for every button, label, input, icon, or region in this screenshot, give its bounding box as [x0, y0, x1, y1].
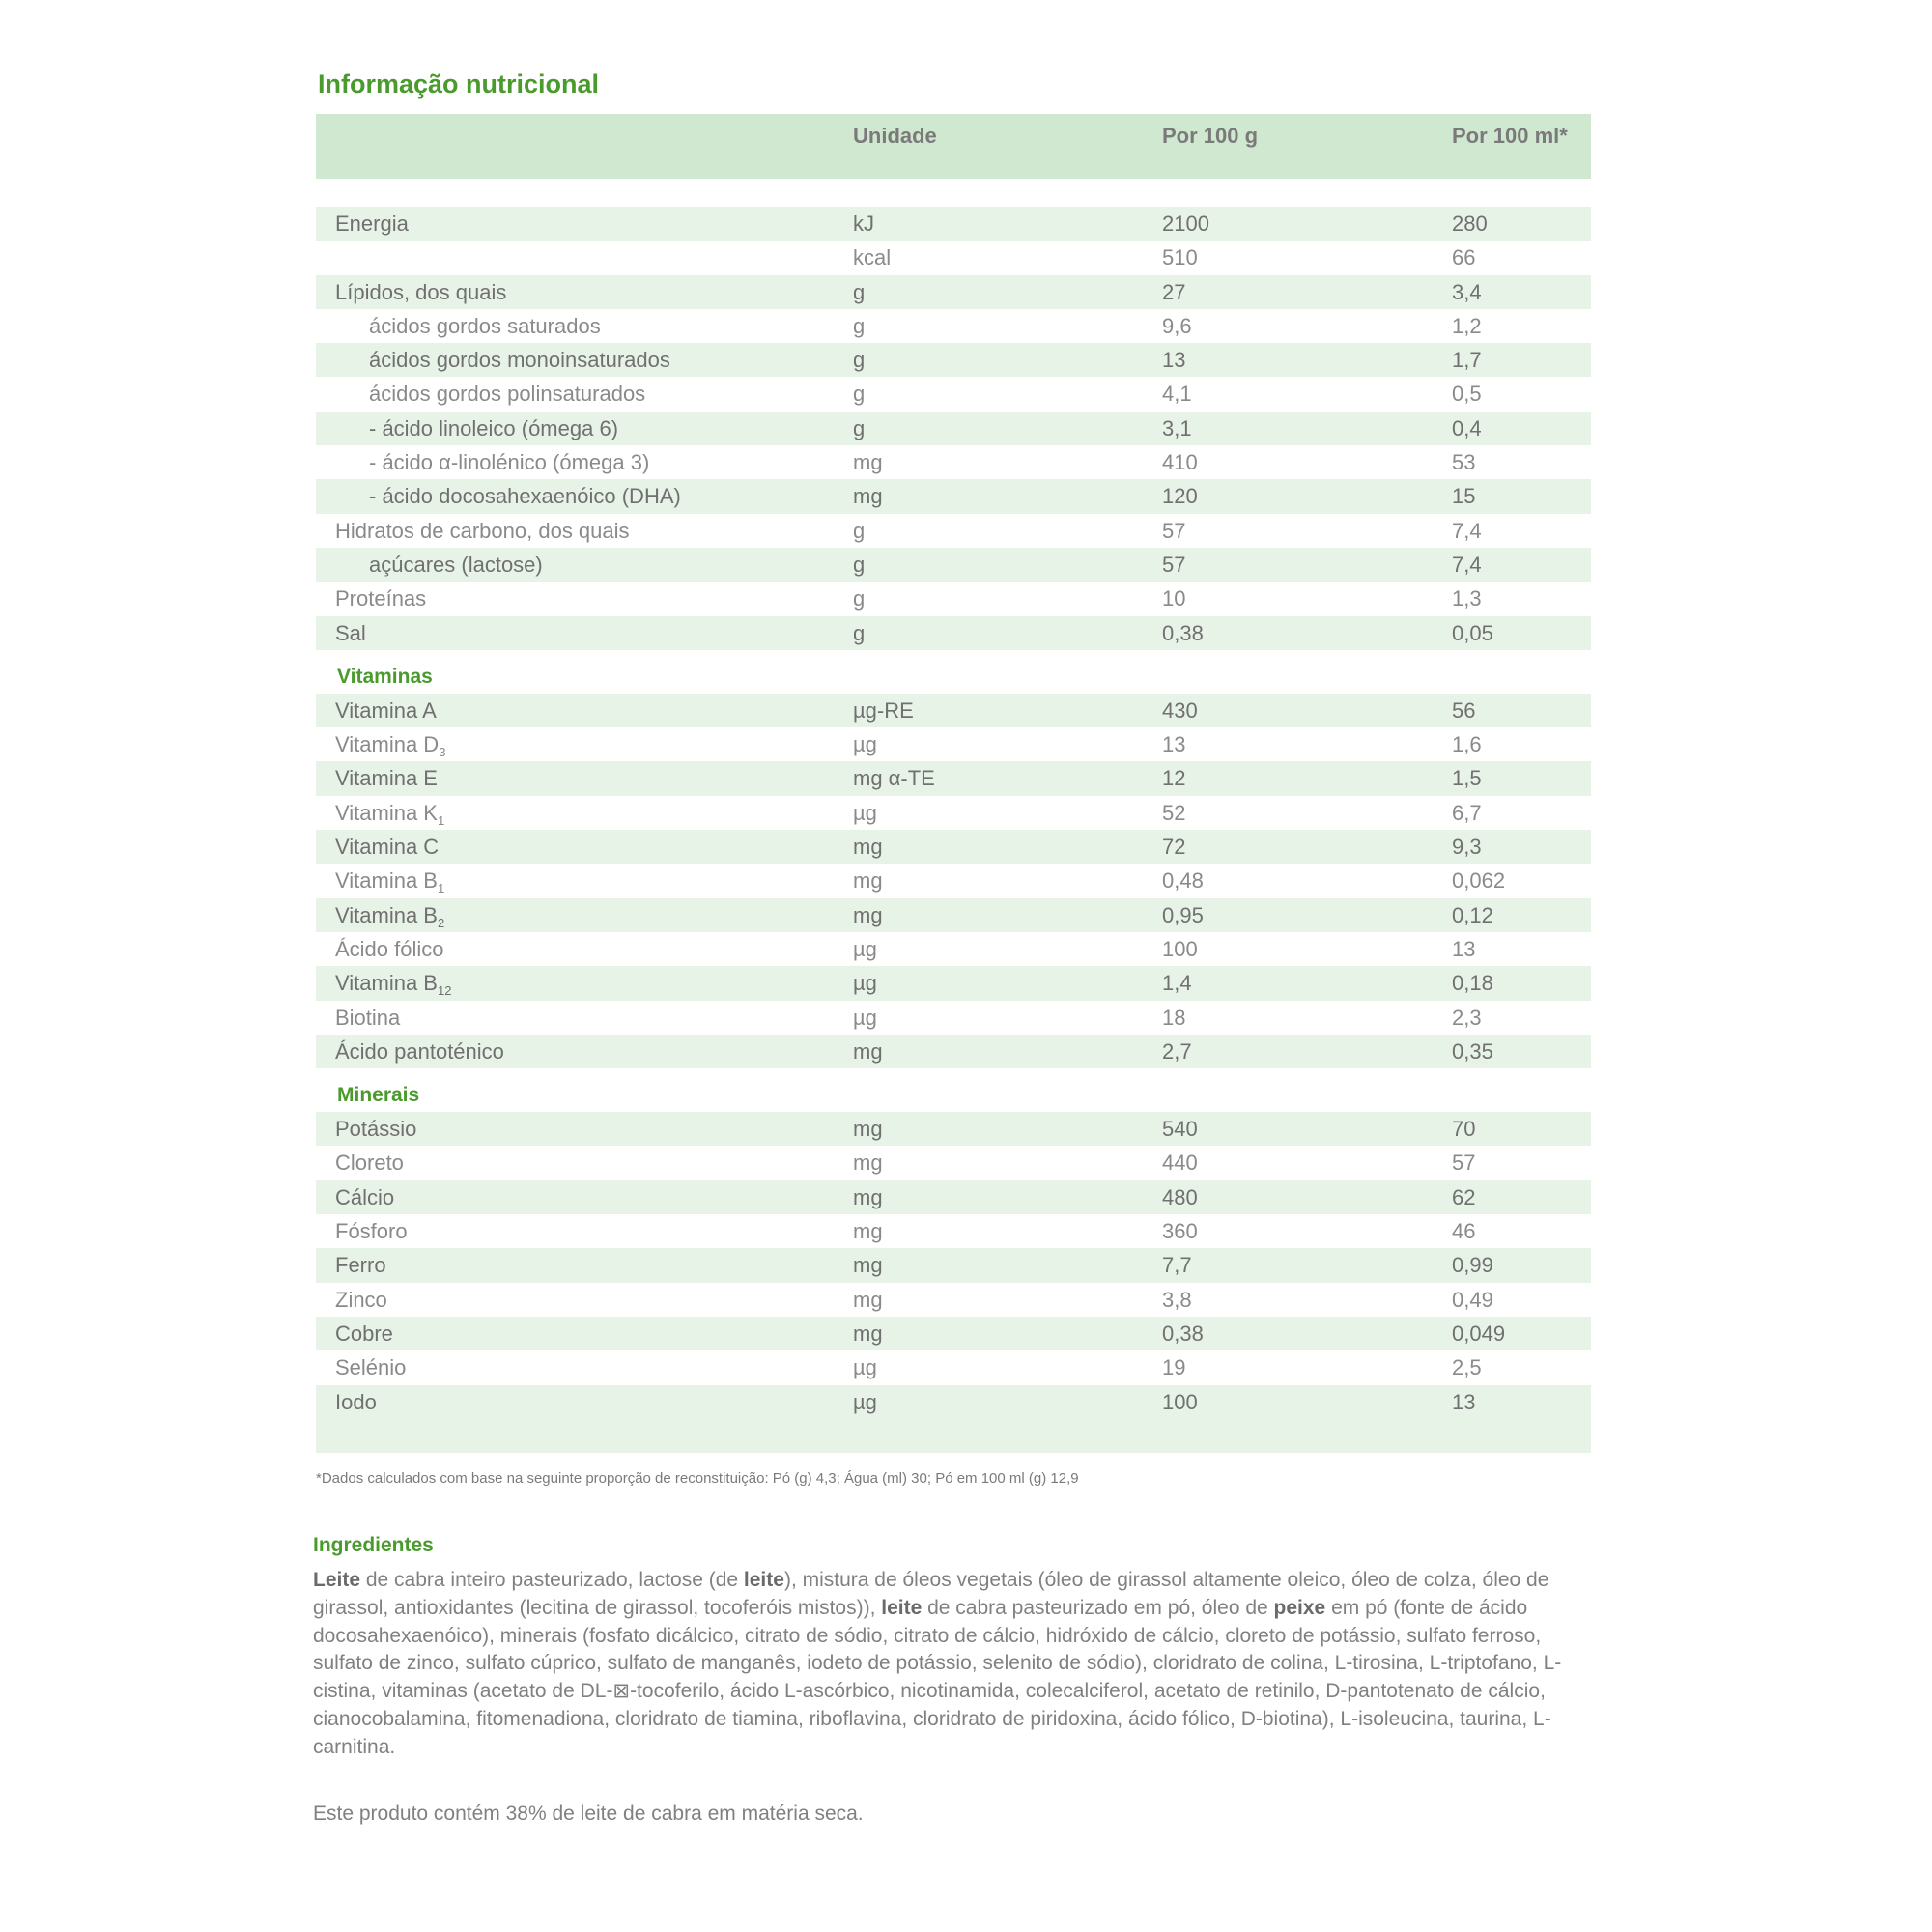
table-row	[316, 412, 1591, 445]
table-row	[316, 1035, 1591, 1068]
table-row	[316, 830, 1591, 864]
unit-cell: mg	[853, 1151, 883, 1176]
per-100ml-cell: 0,05	[1452, 620, 1493, 645]
unit-cell: g	[853, 518, 866, 543]
header-per-100ml: Por 100 ml*	[1452, 124, 1568, 148]
unit-cell: mg	[853, 1038, 883, 1064]
per-100ml-cell: 53	[1452, 450, 1476, 475]
unit-cell: mg	[853, 902, 883, 927]
per-100ml-cell: 15	[1452, 484, 1476, 509]
per-100ml-cell: 2,5	[1452, 1355, 1482, 1380]
unit-cell: mg	[853, 868, 883, 894]
table-row	[316, 514, 1591, 548]
per-100g-cell: 19	[1162, 1355, 1186, 1380]
table-row	[316, 241, 1591, 274]
nutrient-name: ácidos gordos polinsaturados	[369, 382, 646, 407]
vitamin-name: Vitamina A	[335, 697, 437, 723]
per-100ml-cell: 280	[1452, 212, 1488, 236]
per-100g-cell: 57	[1162, 518, 1186, 543]
per-100ml-cell: 0,99	[1452, 1253, 1493, 1278]
allergen-text: leite	[743, 1569, 784, 1591]
table-row	[316, 727, 1591, 761]
ingredient-text: de cabra pasteurizado em pó, óleo de	[922, 1596, 1274, 1619]
per-100g-cell: 0,38	[1162, 1321, 1204, 1346]
goat-milk-note: Este produto contém 38% de leite de cabra em matéria seca.	[313, 1803, 864, 1825]
unit-cell: mg	[853, 1287, 883, 1312]
per-100ml-cell: 1,5	[1452, 766, 1482, 791]
nutrient-name: Cálcio	[335, 1184, 395, 1209]
per-100ml-cell: 1,7	[1452, 348, 1482, 373]
per-100g-cell: 12	[1162, 766, 1186, 791]
per-100ml-cell: 70	[1452, 1117, 1476, 1142]
unit-cell: g	[853, 415, 866, 440]
vitamin-name: Ácido pantoténico	[335, 1038, 504, 1064]
unit-cell: µg	[853, 936, 877, 961]
nutrient-name: ácidos gordos saturados	[369, 313, 601, 338]
table-row	[316, 1385, 1591, 1453]
ingredients-title: Ingredientes	[313, 1534, 434, 1556]
nutrient-name: ácidos gordos monoinsaturados	[369, 348, 670, 373]
allergen-text: peixe	[1273, 1596, 1326, 1619]
unit-cell: µg	[853, 1389, 877, 1414]
per-100g-cell: 27	[1162, 279, 1186, 304]
table-row	[316, 548, 1591, 582]
unit-cell: µg-RE	[853, 697, 914, 723]
header-unit: Unidade	[853, 124, 937, 148]
unit-cell: mg	[853, 450, 883, 475]
per-100ml-cell: 1,6	[1452, 732, 1482, 757]
per-100ml-cell: 66	[1452, 245, 1476, 270]
per-100ml-cell: 46	[1452, 1219, 1476, 1244]
per-100g-cell: 2100	[1162, 212, 1209, 236]
per-100g-cell: 10	[1162, 586, 1186, 611]
ingredient-text: de cabra inteiro pasteurizado, lactose (de	[360, 1569, 744, 1591]
per-100ml-cell: 9,3	[1452, 835, 1482, 860]
nutrient-name: Cobre	[335, 1321, 393, 1346]
per-100g-cell: 430	[1162, 697, 1198, 723]
per-100ml-cell: 0,18	[1452, 971, 1493, 996]
table-row	[316, 898, 1591, 932]
unit-cell: g	[853, 313, 866, 338]
vitamin-name: Vitamina $D_3$	[335, 732, 446, 760]
table-row	[316, 1001, 1591, 1035]
unit-cell: µg	[853, 1005, 877, 1030]
per-100g-cell: 100	[1162, 1389, 1198, 1414]
table-row	[316, 1350, 1591, 1384]
vitamin-name: Vitamina $B_1$	[335, 868, 445, 896]
ingredient-text: ), mistura de óleos vegetais (óleo de girassol altamente oleico, óleo de colza, óleo de girassol, antioxidantes (lecitina de girassol, tocoferóis mistos)),	[313, 1569, 1549, 1619]
per-100ml-cell: 13	[1452, 1389, 1476, 1414]
per-100g-cell: 3,8	[1162, 1287, 1192, 1312]
nutrient-name: Zinco	[335, 1287, 387, 1312]
table-row	[316, 932, 1591, 966]
unit-cell: µg	[853, 800, 877, 825]
vitamin-name: Vitamina C	[335, 835, 440, 860]
per-100g-cell: 410	[1162, 450, 1198, 475]
nutrient-name: açúcares (lactose)	[369, 552, 543, 577]
table-row	[316, 1248, 1591, 1282]
table-row	[316, 377, 1591, 411]
unit-cell: mg	[853, 835, 883, 860]
vitamin-name: Biotina	[335, 1005, 401, 1030]
per-100g-cell: 0,38	[1162, 620, 1204, 645]
per-100g-cell: 0,48	[1162, 868, 1204, 894]
table-row	[316, 1317, 1591, 1350]
table-row	[316, 694, 1591, 727]
per-100g-cell: 7,7	[1162, 1253, 1192, 1278]
unit-cell: g	[853, 279, 866, 304]
table-row	[316, 1112, 1591, 1146]
per-100ml-cell: 0,35	[1452, 1038, 1493, 1064]
section-header	[316, 1068, 1591, 1112]
header-per-100g: Por 100 g	[1162, 124, 1259, 148]
footnote: *Dados calculados com base na seguinte proporção de reconstituição: Pó (g) 4,3; Água (ml) 30; Pó em 100 ml (g) 12,9	[316, 1470, 1079, 1487]
table-row	[316, 761, 1591, 795]
per-100ml-cell: 0,12	[1452, 902, 1493, 927]
per-100ml-cell: 62	[1452, 1184, 1476, 1209]
vitamin-name: Vitamina $B_2$	[335, 902, 445, 930]
table-row	[316, 864, 1591, 897]
per-100g-cell: 9,6	[1162, 313, 1192, 338]
unit-cell: kJ	[853, 212, 874, 236]
nutrient-name: Selénio	[335, 1355, 407, 1380]
vitamin-name: Vitamina $B_{12}$	[335, 971, 452, 999]
subscript: 1	[437, 812, 445, 828]
unit-cell: mg	[853, 1184, 883, 1209]
per-100g-cell: 440	[1162, 1151, 1198, 1176]
per-100g-cell: 57	[1162, 552, 1186, 577]
per-100g-cell: 72	[1162, 835, 1186, 860]
per-100g-cell: 510	[1162, 245, 1198, 270]
unit-cell: g	[853, 586, 866, 611]
per-100g-cell: 52	[1162, 800, 1186, 825]
ingredient-text: em pó (fonte de ácido docosahexaenóico), minerais (fosfato dicálcico, citrato de sódio, citrato de cálcio, hidróxido de cálcio, cloreto de potássio, sulfato ferroso, sulfato de zinco, sulfato cúprico, sulfato de manganês, iodeto de potássio, selenito de sódio), cloridrato de colina, L-tirosina, L-triptofano, L-cistina, vitaminas (acetato de DL-⊠-tocoferilo, ácido L-ascórbico, nicotinamida, colecalciferol, acetato de retinilo, D-pantotenato de cálcio, cianocobalamina, fitomenadiona, cloridrato de tiamina, riboflavina, cloridrato de piridoxina, ácido fólico, D-biotina), L-isoleucina, taurina, L-carnitina.	[313, 1596, 1562, 1758]
nutrient-name: Sal	[335, 620, 366, 645]
vitamin-name: Vitamina $K_1$	[335, 800, 445, 828]
table-row	[316, 343, 1591, 377]
nutrient-name: Cloreto	[335, 1151, 404, 1176]
per-100g-cell: 4,1	[1162, 382, 1192, 407]
nutrient-name: - ácido α-linolénico (ómega 3)	[369, 450, 650, 475]
per-100ml-cell: 0,062	[1452, 868, 1506, 894]
nutrient-name: - ácido docosahexaenóico (DHA)	[369, 484, 681, 509]
per-100ml-cell: 1,2	[1452, 313, 1482, 338]
table-row	[316, 1283, 1591, 1317]
subscript: 3	[439, 745, 446, 760]
per-100ml-cell: 0,4	[1452, 415, 1482, 440]
nutrient-name: Iodo	[335, 1389, 377, 1414]
table-row	[316, 616, 1591, 650]
table-row	[316, 479, 1591, 513]
per-100ml-cell: 13	[1452, 936, 1476, 961]
unit-cell: g	[853, 552, 866, 577]
per-100ml-cell: 0,5	[1452, 382, 1482, 407]
allergen-text: Leite	[313, 1569, 361, 1591]
table-row	[316, 275, 1591, 309]
per-100ml-cell: 3,4	[1452, 279, 1482, 304]
table-row	[316, 309, 1591, 343]
unit-cell: µg	[853, 1355, 877, 1380]
unit-cell: mg	[853, 1219, 883, 1244]
per-100ml-cell: 0,049	[1452, 1321, 1506, 1346]
unit-cell: mg	[853, 1321, 883, 1346]
unit-cell: g	[853, 382, 866, 407]
per-100ml-cell: 57	[1452, 1151, 1476, 1176]
vitamin-name: Vitamina E	[335, 766, 438, 791]
unit-cell: mg	[853, 484, 883, 509]
nutrient-name: Fósforo	[335, 1219, 408, 1244]
unit-cell: mg	[853, 1253, 883, 1278]
table-row	[316, 1214, 1591, 1248]
table-row	[316, 1146, 1591, 1179]
per-100g-cell: 480	[1162, 1184, 1198, 1209]
nutrient-name: Potássio	[335, 1117, 417, 1142]
table-row	[316, 966, 1591, 1000]
per-100ml-cell: 6,7	[1452, 800, 1482, 825]
per-100g-cell: 0,95	[1162, 902, 1204, 927]
per-100g-cell: 120	[1162, 484, 1198, 509]
table-row	[316, 207, 1591, 241]
minerals-title: Minerais	[337, 1084, 420, 1107]
nutrition-table-body	[316, 207, 1591, 1453]
vitamins-title: Vitaminas	[337, 665, 433, 688]
per-100g-cell: 1,4	[1162, 971, 1192, 996]
table-row	[316, 1180, 1591, 1214]
nutrient-name: - ácido linoleico (ómega 6)	[369, 415, 619, 440]
ingredients-text	[313, 1567, 1588, 1762]
table-row	[316, 582, 1591, 615]
unit-cell: g	[853, 620, 866, 645]
per-100ml-cell: 1,3	[1452, 586, 1482, 611]
unit-cell: kcal	[853, 245, 892, 270]
page-title: Informação nutricional	[318, 70, 600, 99]
allergen-text: leite	[881, 1596, 923, 1619]
unit-cell: mg α-TE	[853, 766, 935, 791]
unit-cell: mg	[853, 1117, 883, 1142]
per-100ml-cell: 7,4	[1452, 518, 1482, 543]
unit-cell: µg	[853, 971, 877, 996]
per-100ml-cell: 2,3	[1452, 1005, 1482, 1030]
subscript: 12	[437, 983, 452, 999]
per-100g-cell: 100	[1162, 936, 1198, 961]
nutrient-name: Energia	[335, 212, 409, 236]
table-row	[316, 445, 1591, 479]
nutrient-name: Ferro	[335, 1253, 386, 1278]
per-100g-cell: 540	[1162, 1117, 1198, 1142]
per-100g-cell: 18	[1162, 1005, 1186, 1030]
per-100g-cell: 3,1	[1162, 415, 1192, 440]
subscript: 2	[437, 915, 445, 930]
section-header	[316, 650, 1591, 694]
nutrient-name: Proteínas	[335, 586, 427, 611]
per-100ml-cell: 0,49	[1452, 1287, 1493, 1312]
nutrient-name: Hidratos de carbono, dos quais	[335, 518, 630, 543]
nutrient-name: Lípidos, dos quais	[335, 279, 507, 304]
per-100g-cell: 2,7	[1162, 1038, 1192, 1064]
vitamin-name: Ácido fólico	[335, 936, 444, 961]
per-100ml-cell: 7,4	[1452, 552, 1482, 577]
table-row	[316, 796, 1591, 830]
per-100g-cell: 360	[1162, 1219, 1198, 1244]
per-100ml-cell: 56	[1452, 697, 1476, 723]
per-100g-cell: 13	[1162, 348, 1186, 373]
unit-cell: g	[853, 348, 866, 373]
per-100g-cell: 13	[1162, 732, 1186, 757]
table-header	[316, 114, 1591, 179]
subscript: 1	[437, 881, 445, 896]
unit-cell: µg	[853, 732, 877, 757]
